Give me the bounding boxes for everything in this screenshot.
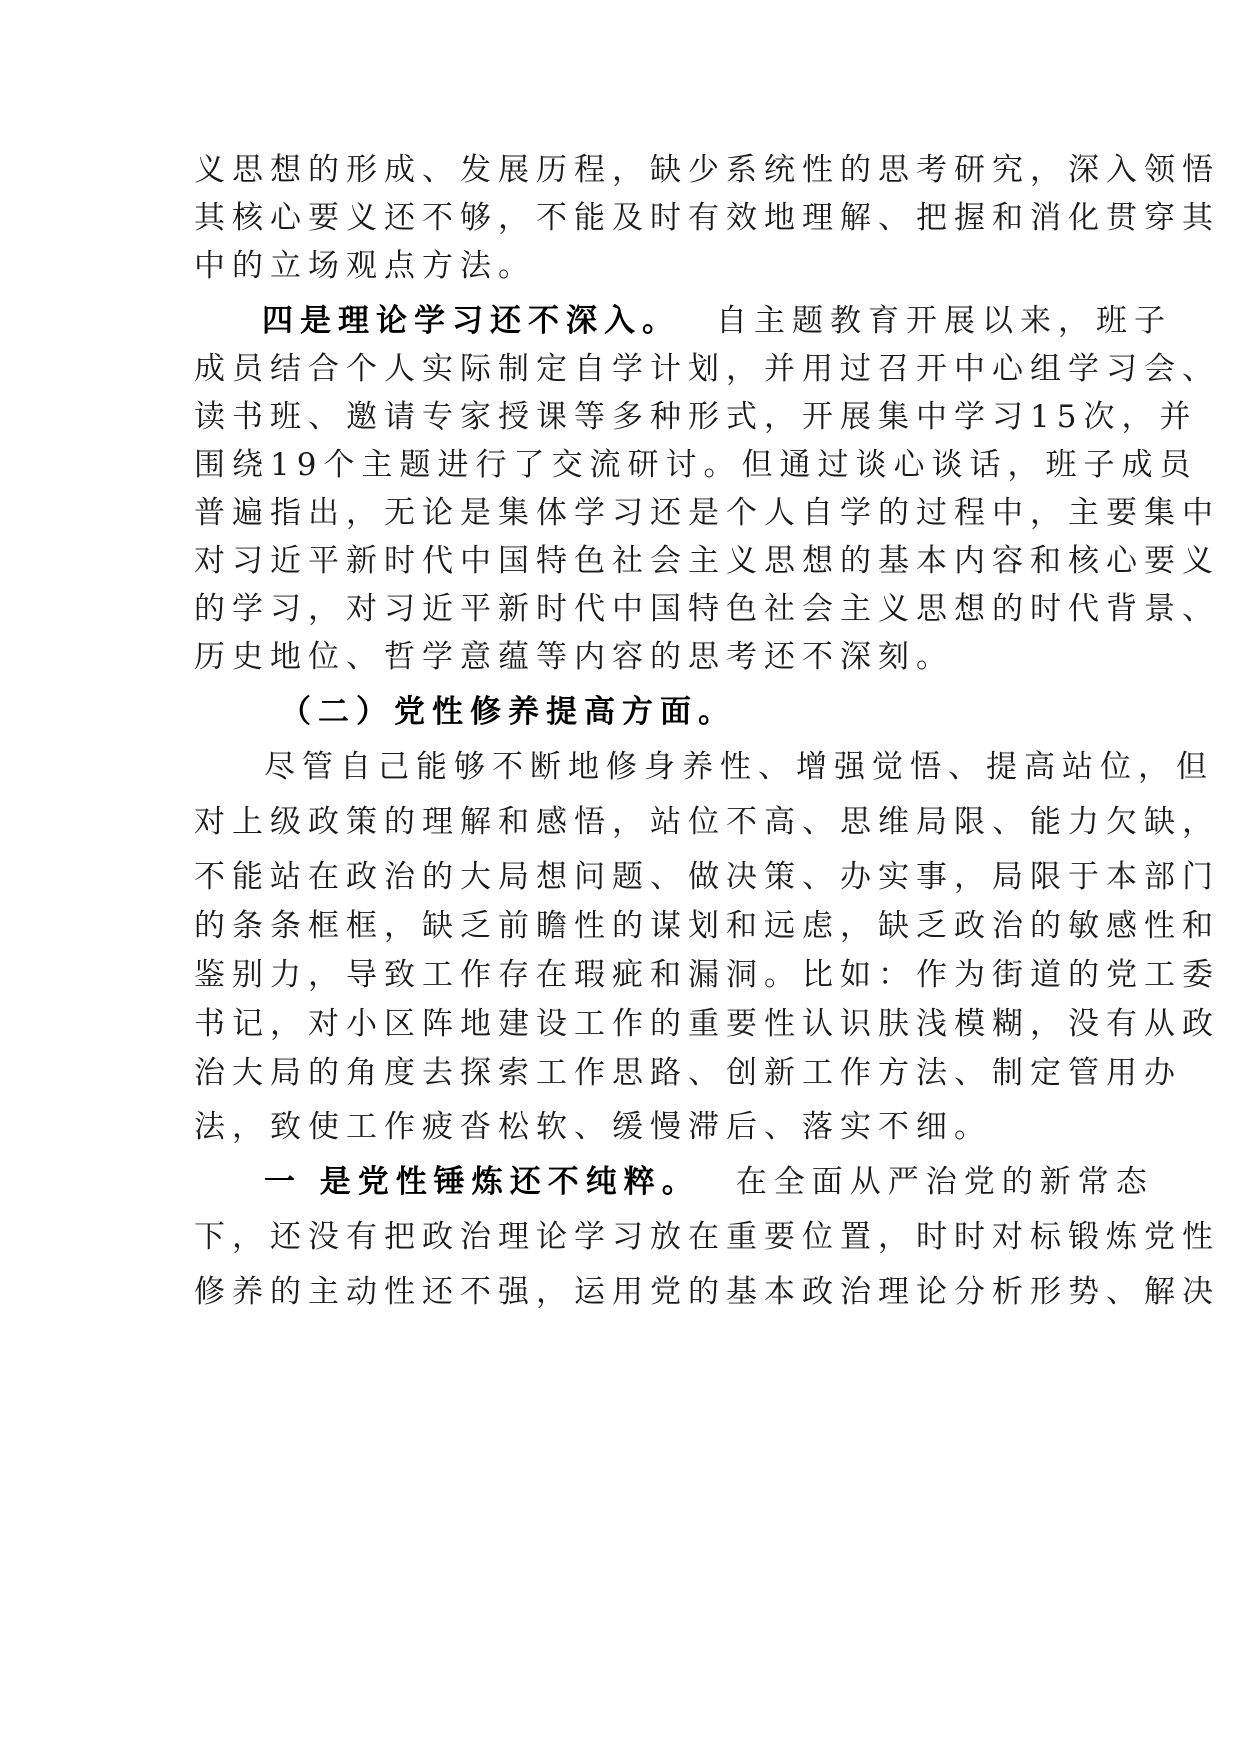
para2-line-4: 围绕19个主题进行了交流研讨。但通过谈心谈话，班子成员	[194, 447, 1198, 483]
para3-line-2: 对上级政策的理解和感悟，站位不高、思维局限、能力欠缺，	[194, 804, 1220, 840]
para4-first-line	[264, 1160, 1154, 1204]
para3-line-7: 治大局的角度去探索工作思路、创新工作方法、制定管用办	[194, 1055, 1182, 1091]
para3-line-6: 书记，对小区阵地建设工作的重要性认识肤浅模糊，没有从政	[194, 1006, 1220, 1042]
para1-line-1: 义思想的形成、发展历程，缺少系统性的思考研究，深入领悟	[194, 152, 1220, 188]
para3-line-3: 不能站在政治的大局想问题、做决策、办实事，局限于本部门	[194, 859, 1220, 895]
para2-line-6: 对习近平新时代中国特色社会主义思想的基本内容和核心要义	[194, 543, 1220, 579]
para4-first-line-rest: 在全面从严治党的新常态	[735, 1164, 1154, 1200]
section-heading: （二）党性修养提高方面。	[280, 694, 736, 730]
para4-line-3: 修养的主动性还不强，运用党的基本政治理论分析形势、解决	[194, 1274, 1220, 1310]
para2-line-7: 的学习，对习近平新时代中国特色社会主义思想的时代背景、	[194, 591, 1220, 627]
para3-line-8: 法，致使工作疲沓松软、缓慢滞后、落实不细。	[194, 1109, 992, 1145]
para2-line-5: 普遍指出，无论是集体学习还是个人自学的过程中，主要集中	[194, 495, 1220, 531]
para3-line-5: 鉴别力，导致工作存在瑕疵和漏洞。比如：作为街道的党工委	[194, 957, 1220, 993]
para2-line-8: 历史地位、哲学意蕴等内容的思考还不深刻。	[194, 639, 954, 675]
para4-heading: 一 是党性锤炼还不纯粹。	[264, 1164, 700, 1200]
para1-line-3: 中的立场观点方法。	[194, 248, 536, 284]
para2-first-line	[262, 299, 1172, 343]
para3-line-4: 的条条框框，缺乏前瞻性的谋划和远虑，缺乏政治的敏感性和	[194, 908, 1220, 944]
para1-line-2: 其核心要义还不够，不能及时有效地理解、把握和消化贯穿其	[194, 200, 1220, 236]
para2-heading: 四是理论学习还不深入。	[262, 303, 680, 339]
para2-line-3: 读书班、邀请专家授课等多种形式，开展集中学习15次，并	[194, 399, 1198, 435]
para2-line-2: 成员结合个人实际制定自学计划，并用过召开中心组学习会、	[194, 351, 1220, 387]
para4-line-2: 下，还没有把政治理论学习放在重要位置，时时对标锻炼党性	[194, 1219, 1220, 1255]
para3-line-1: 尽管自己能够不断地修身养性、增强觉悟、提高站位，但	[264, 749, 1214, 785]
para2-first-line-rest: 自主题教育开展以来，班子	[716, 303, 1172, 339]
